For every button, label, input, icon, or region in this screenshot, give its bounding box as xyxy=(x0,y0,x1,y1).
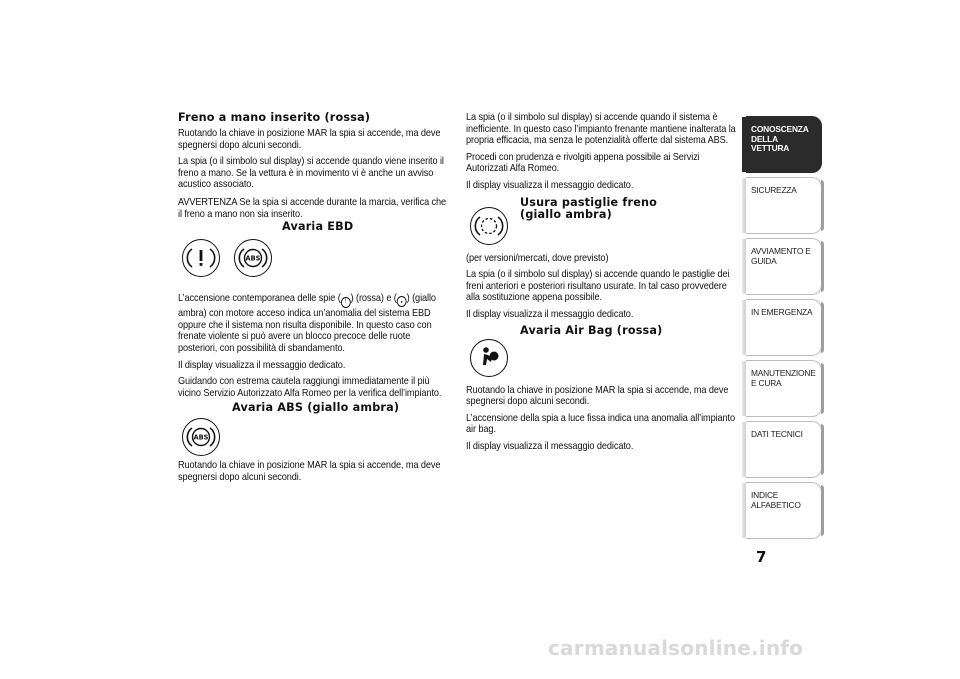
tab-label: CONOSCENZA DELLA VETTURA xyxy=(751,124,809,154)
airbag-icon-row xyxy=(466,323,742,385)
tab-edge xyxy=(821,302,824,353)
tab-conoscenza-della-vettura[interactable] xyxy=(746,116,822,173)
abs-icon-label: ABS xyxy=(193,433,209,442)
right-column xyxy=(466,112,742,458)
tab-manutenzione-e-cura[interactable] xyxy=(746,360,822,417)
page-number: 7 xyxy=(756,548,767,566)
watermark-footer: carmanualsonline.info xyxy=(548,636,804,660)
paragraph: (per versioni/mercati, dove previsto) xyxy=(466,252,609,264)
abs-icon-label: ABS xyxy=(245,254,261,263)
tab-label: INDICE ALFABETICO xyxy=(751,490,801,510)
paragraph: Il display visualizza il messaggio dedicato. xyxy=(178,359,346,371)
paragraph: Il display visualizza il messaggio dedicato. xyxy=(466,179,634,191)
tab-label: AVVIAMENTO E GUIDA xyxy=(751,246,811,266)
abs-icon xyxy=(234,239,272,277)
tab-label: SICUREZZA xyxy=(751,185,797,195)
heading-abs: Avaria ABS (giallo ambra) xyxy=(232,401,400,415)
heading-parking-brake: Freno a mano inserito (rossa) xyxy=(178,111,371,124)
paragraph-ebd xyxy=(178,293,450,354)
left-column xyxy=(178,112,450,489)
chapter-tabs xyxy=(746,116,822,543)
paragraph: Ruotando la chiave in posizione MAR la spia si accende, ma deve spegnersi dopo alcuni secondi. xyxy=(178,460,441,483)
tab-avviamento-e-guida[interactable] xyxy=(746,238,822,295)
brake-warning-icon: ! xyxy=(341,297,351,308)
brake-warning-icon xyxy=(182,239,220,277)
heading-ebd: Avaria EBD xyxy=(282,220,354,234)
paragraph: Procedi con prudenza e rivolgiti appena possibile ai Servizi Autorizzati Alfa Romeo. xyxy=(466,151,700,175)
paragraph: Guidando con estrema cautela raggiungi immediatamente il più vicino Servizio Autorizzato Alfa Romeo per la verifica dell’impianto. xyxy=(178,376,442,399)
text: L’accensione contemporanea delle spie ( xyxy=(178,293,341,305)
abs-icon xyxy=(182,418,220,456)
tab-edge xyxy=(821,424,824,475)
tab-edge xyxy=(821,180,824,231)
paragraph: Ruotando la chiave in posizione MAR la spia si accende, ma deve spegnersi dopo alcuni secondi. xyxy=(178,128,441,151)
abs-icon-row xyxy=(178,401,450,460)
tab-dati-tecnici[interactable] xyxy=(746,421,822,478)
brake-pads-icon xyxy=(470,207,508,245)
ebd-icon-row xyxy=(178,220,450,293)
tab-edge xyxy=(821,241,824,292)
heading-airbag: Avaria Air Bag (rossa) xyxy=(520,323,663,337)
paragraph: La spia (o il simbolo sul display) si accende quando il sistema è inefficiente. In questo caso l’impianto frenante mantiene inalterata la propria efficacia, ma senza le potenzialità offerte dal sistema ABS. xyxy=(466,112,736,147)
airbag-icon xyxy=(470,339,508,377)
paragraph: Il display visualizza il messaggio dedicato. xyxy=(466,440,634,452)
paragraph: Il display visualizza il messaggio dedicato. xyxy=(466,308,634,320)
brake-pads-icon-row xyxy=(466,197,742,253)
tab-sicurezza[interactable] xyxy=(746,177,822,234)
paragraph: Ruotando la chiave in posizione MAR la spia si accende, ma deve spegnersi dopo alcuni secondi. xyxy=(466,384,729,408)
tab-in-emergenza[interactable] xyxy=(746,299,822,356)
abs-icon: ● xyxy=(397,296,407,307)
paragraph: La spia (o il simbolo sul display) si accende quando le pastiglie dei freni anteriori e posteriori risultano usurate. In tal caso provvedere alla sostituzione appena possibile. xyxy=(466,269,730,304)
text: ) (giallo ambra) con motore acceso indica un’anomalia del sistema EBD oppure che il sistema non risulta disponibile. In questo caso con frenate violente si può avere un blocco precoce delle ruote posteriori, con possibilità di sbandamento. xyxy=(178,293,436,354)
heading-brake-pads: Usura pastiglie freno (giallo ambra) xyxy=(520,195,658,221)
tab-indice-alfabetico[interactable] xyxy=(746,482,822,539)
tab-label: MANUTENZIONE E CURA xyxy=(751,368,816,388)
paragraph: La spia (o il simbolo sul display) si accende quando viene inserito il freno a mano. Se la vettura è in movimento vi è anche un avviso acustico associato. xyxy=(178,156,444,191)
tab-edge xyxy=(821,363,824,414)
tab-edge xyxy=(821,485,824,536)
tab-label: DATI TECNICI xyxy=(751,429,803,439)
text: ) (rossa) e ( xyxy=(350,293,397,305)
paragraph-warning: AVVERTENZA Se la spia si accende durante la marcia, verifica che il freno a mano non sia inserito. xyxy=(178,196,447,220)
paragraph: L’accensione della spia a luce fissa indica una anomalia all’impianto air bag. xyxy=(466,412,736,436)
tab-label: IN EMERGENZA xyxy=(751,307,813,317)
